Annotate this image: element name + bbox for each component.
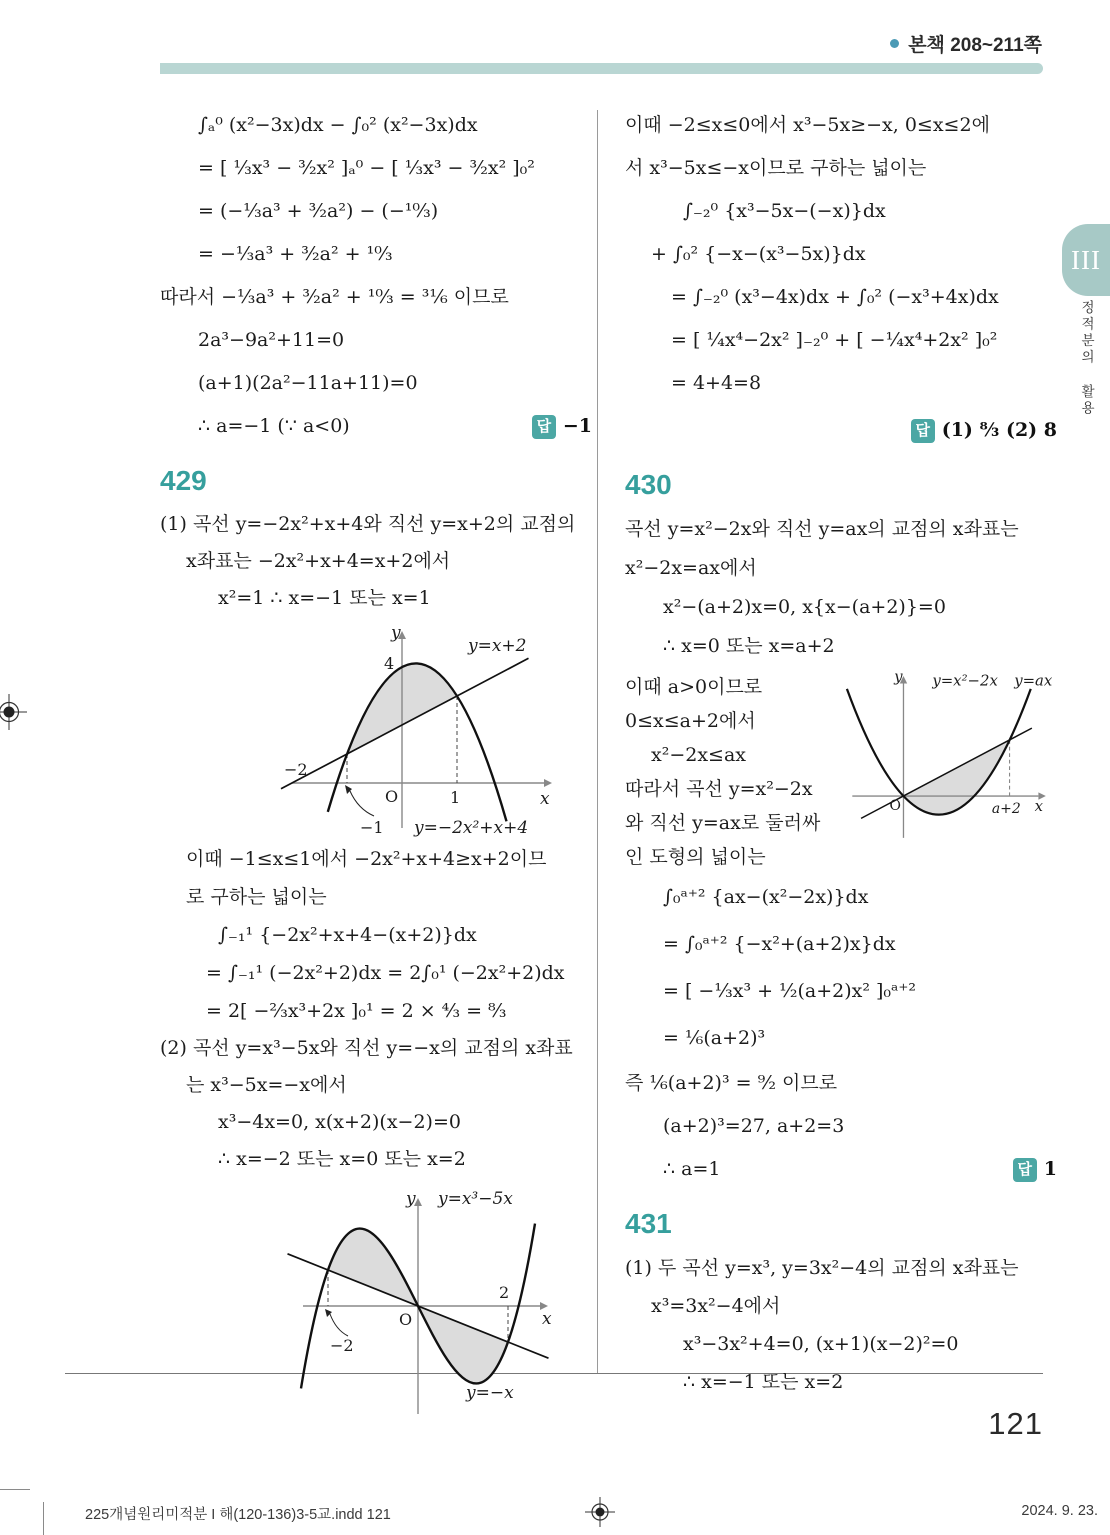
math-line: + ∫₀² {−x−(x³−5x)}dx — [651, 243, 866, 265]
label-arrow — [330, 1314, 348, 1336]
math-line: x²−2x≤ax — [651, 744, 747, 766]
answer-value: 1 — [1043, 1158, 1057, 1180]
text-line: (2) 곡선 y=x³−5x와 직선 y=−x의 교점의 x좌표 — [160, 1037, 573, 1059]
text-line: 와 직선 y=ax로 둘러싸 — [625, 812, 821, 834]
g3-x-label: x — [1034, 796, 1044, 815]
text-line: 서 x³−5x≤−x이므로 구하는 넓이는 — [625, 157, 927, 179]
math-line: = −¹⁄₃a³ + ³⁄₂a² + ¹⁰⁄₃ — [198, 243, 393, 265]
math-line: = [ −¹⁄₃x³ + ¹⁄₂(a+2)x² ]₀ᵃ⁺² — [663, 980, 917, 1002]
math-line: = (−¹⁄₃a³ + ³⁄₂a²) − (−¹⁰⁄₃) — [198, 200, 439, 222]
problem-number-429: 429 — [160, 465, 207, 496]
column-divider — [597, 110, 598, 1373]
math-line: ∴ a=−1 (∵ a<0) — [198, 415, 350, 437]
g3-line-label: y=ax — [1014, 671, 1053, 690]
g1-x-label: x — [540, 789, 550, 809]
solution-431 — [625, 1249, 1057, 1401]
answer — [532, 405, 592, 448]
g1-tick-minus2: −2 — [284, 760, 308, 779]
g2-origin-label: O — [399, 1310, 413, 1329]
solution-428-continued — [160, 104, 592, 448]
g2-y-label: y — [406, 1189, 416, 1209]
g2-x-label: x — [542, 1309, 552, 1329]
answer — [1013, 1148, 1057, 1191]
math-line: x³−4x=0, x(x+2)(x−2)=0 — [218, 1111, 461, 1133]
solution-429-part2 — [160, 1030, 592, 1178]
math-line: x³−3x²+4=0, (x+1)(x−2)²=0 — [683, 1333, 959, 1355]
math-line: ∴ x=−2 또는 x=0 또는 x=2 — [218, 1148, 466, 1170]
math-line: ∫ₐ⁰ (x²−3x)dx − ∫₀² (x²−3x)dx — [198, 114, 478, 136]
g1-origin-label: O — [385, 787, 399, 806]
text-line: (1) 곡선 y=−2x²+x+4와 직선 y=x+2의 교점의 — [160, 513, 576, 535]
footer-date: 2024. 9. 23. — [1021, 1503, 1098, 1519]
g1-y-label: y — [391, 623, 401, 643]
math-line: (a+2)³=27, a+2=3 — [663, 1115, 845, 1137]
graph-429-1 — [272, 623, 592, 838]
g2-tick-2: 2 — [499, 1283, 510, 1302]
math-line: = [ ¹⁄₄x⁴−2x² ]₋₂⁰ + [ −¹⁄₄x⁴+2x² ]₀² — [671, 329, 998, 351]
text-line: 따라서 곡선 y=x²−2x — [625, 778, 813, 800]
footer-filename: 225개념원리미적분 I 해(120-136)3-5교.indd 121 — [85, 1507, 391, 1523]
solution-430-intro — [625, 510, 1057, 666]
graph-429-2-svg — [278, 1186, 578, 1421]
g1-tick-4: 4 — [384, 654, 395, 673]
graph-429-1-svg — [272, 623, 577, 838]
g3-tick-a-plus-2: a+2 — [991, 800, 1021, 817]
math-line: = ∫₋₁¹ (−2x²+2)dx = 2∫₀¹ (−2x²+2)dx — [206, 962, 565, 984]
solution-430-tail — [625, 1062, 1057, 1191]
math-line-with-answer — [160, 405, 592, 448]
header-bullet-icon — [890, 39, 899, 48]
solution-430-calc — [625, 874, 1057, 1062]
g2-tick-minus2: −2 — [330, 1336, 354, 1355]
g1-tick-1: 1 — [450, 788, 461, 807]
page-number: 121 — [988, 1406, 1043, 1441]
solution-430-row — [625, 670, 1057, 874]
header-ref-label: 본책 208~211쪽 — [908, 35, 1042, 56]
solution-430-side-text — [625, 670, 843, 874]
label-arrow — [350, 791, 374, 816]
graph-429-2 — [278, 1186, 592, 1421]
math-line: ∫₋₁¹ {−2x²+x+4−(x+2)}dx — [218, 924, 477, 946]
text-line: x²−2x=ax에서 — [625, 557, 757, 579]
math-line: = 2[ −²⁄₃x³+2x ]₀¹ = 2 × ⁴⁄₃ = ⁸⁄₃ — [206, 1000, 507, 1022]
math-line: = ∫₀ᵃ⁺² {−x²+(a+2)x}dx — [663, 933, 896, 955]
math-line: 따라서 −¹⁄₃a³ + ³⁄₂a² + ¹⁰⁄₃ = ³¹⁄₆ 이므로 — [160, 286, 509, 308]
text-line: 는 x³−5x=−x에서 — [186, 1074, 347, 1096]
answer — [911, 409, 1057, 452]
text-line: 인 도형의 넓이는 — [625, 846, 766, 868]
solution-429-part2-calc — [625, 104, 1057, 452]
g2-line-label: y=−x — [466, 1383, 514, 1403]
math-line: x²=1 ∴ x=−1 또는 x=1 — [218, 587, 431, 609]
math-line: ∴ x=0 또는 x=a+2 — [663, 635, 835, 657]
chapter-tab — [1062, 224, 1110, 296]
g1-tick-minus1: −1 — [360, 818, 384, 837]
g1-line-label: y=x+2 — [468, 636, 527, 656]
math-line: = ¹⁄₆(a+2)³ — [663, 1027, 766, 1049]
x-axis-arrow-icon — [544, 779, 552, 787]
g3-origin-label: O — [889, 798, 901, 814]
math-line: = [ ¹⁄₃x³ − ³⁄₂x² ]ₐ⁰ − [ ¹⁄₃x³ − ³⁄₂x² ]₀² — [198, 157, 535, 179]
crop-mark — [43, 1502, 44, 1535]
text-line: 이때 −2≤x≤0에서 x³−5x≥−x, 0≤x≤2에 — [625, 114, 990, 136]
right-column — [625, 104, 1057, 1401]
answer-value: −1 — [562, 415, 592, 437]
g3-y-label: y — [894, 670, 903, 686]
answer-badge: 답 — [532, 415, 556, 439]
math-line: 2a³−9a²+11=0 — [198, 329, 345, 351]
math-line: ∴ x=−1 또는 x=2 — [683, 1371, 844, 1393]
text-line: 로 구하는 넓이는 — [186, 886, 327, 908]
math-line-with-answer — [625, 1148, 1057, 1191]
math-line: ∫₀ᵃ⁺² {ax−(x²−2x)}dx — [663, 886, 869, 908]
crop-mark — [0, 1489, 30, 1490]
registration-mark-icon — [584, 1496, 616, 1528]
graph-430-svg — [843, 670, 1057, 843]
g2-curve-label: y=x³−5x — [438, 1189, 513, 1209]
header-ref — [890, 30, 1042, 57]
text-line: 곡선 y=x²−2x와 직선 y=ax의 교점의 x좌표는 — [625, 518, 1019, 540]
g1-curve-label: y=−2x²+x+4 — [414, 818, 529, 838]
answer-badge: 답 — [1013, 1158, 1037, 1182]
left-column — [160, 104, 592, 1421]
math-line: (a+1)(2a²−11a+11)=0 — [198, 372, 418, 394]
text-line: x좌표는 −2x²+x+4=x+2에서 — [186, 550, 451, 572]
text-line: (1) 두 곡선 y=x³, y=3x²−4의 교점의 x좌표는 — [625, 1257, 1019, 1279]
problem-number-430: 430 — [625, 469, 672, 500]
math-line: x³=3x²−4에서 — [651, 1295, 781, 1317]
text-line: 0≤x≤a+2에서 — [625, 710, 756, 732]
chapter-roman-numeral: III — [1071, 244, 1101, 275]
solution-429-part1-calc — [160, 840, 592, 1030]
problem-number-431: 431 — [625, 1208, 672, 1239]
math-line: = 4+4=8 — [671, 372, 762, 394]
answer-badge: 답 — [911, 419, 935, 443]
header-accent-bar — [160, 63, 1043, 74]
answer-value: (1) ⁸⁄₃ (2) 8 — [941, 419, 1057, 441]
g3-curve-label: y=x²−2x — [932, 671, 998, 690]
math-line: = ∫₋₂⁰ (x³−4x)dx + ∫₀² (−x³+4x)dx — [671, 286, 999, 308]
text-line: 즉 ¹⁄₆(a+2)³ = ⁹⁄₂ 이므로 — [625, 1072, 838, 1094]
chapter-title-vertical: 정적분의 활용 — [1079, 300, 1094, 417]
math-line: ∴ a=1 — [663, 1158, 721, 1180]
answer-line — [625, 409, 1057, 452]
text-line: 이때 −1≤x≤1에서 −2x²+x+4≥x+2이므 — [186, 848, 547, 870]
registration-mark-icon — [0, 692, 29, 732]
math-line: x²−(a+2)x=0, x{x−(a+2)}=0 — [663, 596, 946, 618]
math-line: ∫₋₂⁰ {x³−5x−(−x)}dx — [683, 200, 886, 222]
text-line: 이때 a>0이므로 — [625, 676, 763, 698]
solution-429-part1 — [160, 506, 592, 617]
